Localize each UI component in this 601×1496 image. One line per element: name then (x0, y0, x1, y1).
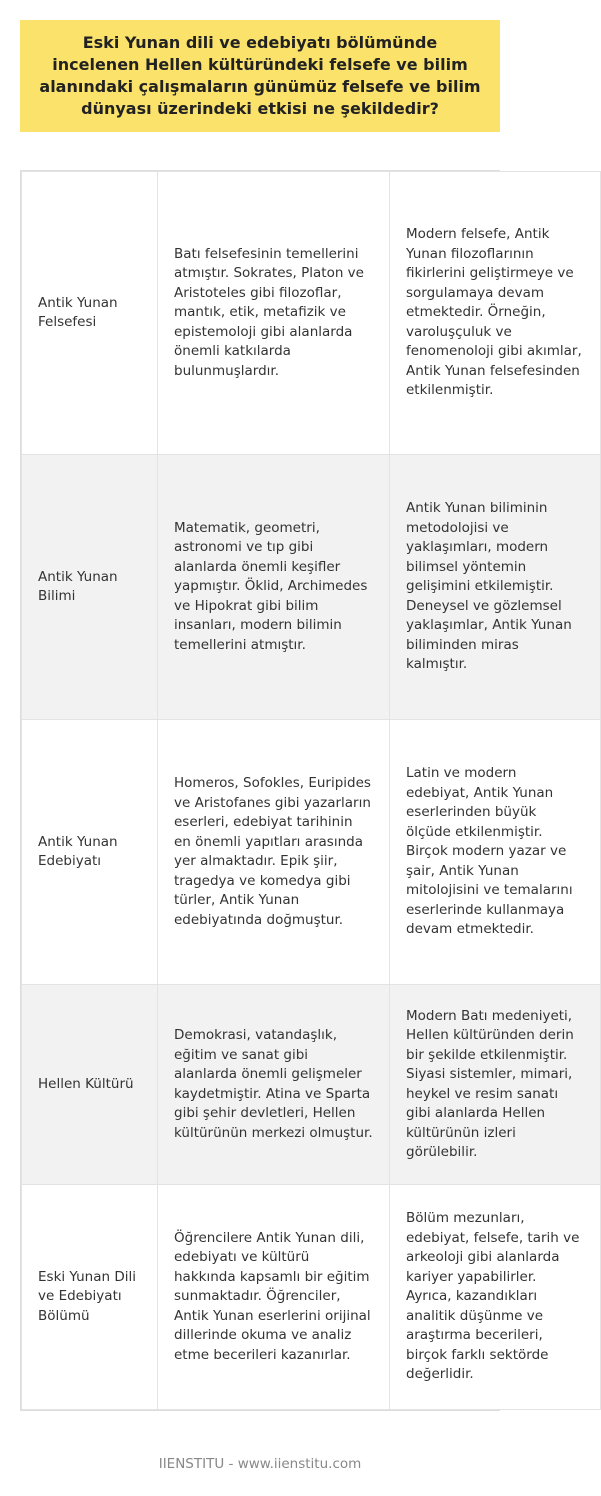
comparison-table (20, 170, 582, 1411)
table-row (22, 455, 601, 720)
topic-cell: Antik Yunan Felsefesi (22, 172, 158, 455)
table-row (22, 172, 601, 455)
description-cell: Batı felsefesinin temellerini atmıştır. Sokrates, Platon ve Aristoteles gibi filozoflar, mantık, etik, metafizik ve epistemoloji gibi alanlarda önemli katkılarda bulunmuşlardır. (158, 172, 390, 455)
title-banner (20, 20, 500, 132)
table-row (22, 1185, 601, 1410)
topic-cell: Eski Yunan Dili ve Edebiyatı Bölümü (22, 1185, 158, 1410)
impact-cell: Antik Yunan biliminin metodolojisi ve yaklaşımları, modern bilimsel yöntemin gelişimini etkilemiştir. Deneysel ve gözlemsel yaklaşımlar, Antik Yunan biliminden miras kalmıştır. (390, 455, 601, 720)
description-cell: Homeros, Sofokles, Euripides ve Aristofanes gibi yazarların eserleri, edebiyat tarihinin en önemli yapıtları arasında yer almaktadır. Epik şiir, tragedya ve komedya gibi türler, Antik Yunan edebiyatında doğmuştur. (158, 720, 390, 985)
impact-cell: Modern Batı medeniyeti, Hellen kültüründen derin bir şekilde etkilenmiştir. Siyasi sistemler, mimari, heykel ve resim sanatı gibi alanlarda Hellen kültürünün izleri görülebilir. (390, 985, 601, 1185)
topic-cell: Antik Yunan Bilimi (22, 455, 158, 720)
description-cell: Matematik, geometri, astronomi ve tıp gibi alanlarda önemli keşifler yapmıştır. Öklid, Archimedes ve Hipokrat gibi bilim insanları, modern bilimin temellerini atmıştır. (158, 455, 390, 720)
table-row (22, 720, 601, 985)
impact-cell: Bölüm mezunları, edebiyat, felsefe, tarih ve arkeoloji gibi alanlarda kariyer yapabilirler. Ayrıca, kazandıkları analitik düşünme ve araştırma becerileri, birçok farklı sektörde değerlidir. (390, 1185, 601, 1410)
table-row (22, 985, 601, 1185)
content-table (21, 171, 601, 1410)
impact-cell: Latin ve modern edebiyat, Antik Yunan eserlerinden büyük ölçüde etkilenmiştir. Birçok modern yazar ve şair, Antik Yunan mitolojisini ve temalarını eserlerinde kullanmaya devam etmektedir. (390, 720, 601, 985)
description-cell: Demokrasi, vatandaşlık, eğitim ve sanat gibi alanlarda önemli gelişmeler kaydetmiştir. Atina ve Sparta gibi şehir devletleri, Hellen kültürünün merkezi olmuştur. (158, 985, 390, 1185)
topic-cell: Antik Yunan Edebiyatı (22, 720, 158, 985)
description-cell: Öğrencilere Antik Yunan dili, edebiyatı ve kültürü hakkında kapsamlı bir eğitim sunmaktadır. Öğrenciler, Antik Yunan eserlerini orijinal dillerinde okuma ve analiz etme becerileri kazanırlar. (158, 1185, 390, 1410)
topic-cell: Hellen Kültürü (22, 985, 158, 1185)
page-title: Eski Yunan dili ve edebiyatı bölümünde incelenen Hellen kültüründeki felsefe ve bilim alanındaki çalışmaların günümüz felsefe ve bilim dünyası üzerindeki etkisi ne şekildedir? (39, 33, 481, 118)
impact-cell: Modern felsefe, Antik Yunan filozoflarının fikirlerini geliştirmeye ve sorgulamaya devam etmektedir. Örneğin, varoluşçuluk ve fenomenoloji gibi akımlar, Antik Yunan felsefesinden etkilenmiştir. (390, 172, 601, 455)
footer-credit: IIENSTITU - www.iienstitu.com (158, 1456, 362, 1472)
